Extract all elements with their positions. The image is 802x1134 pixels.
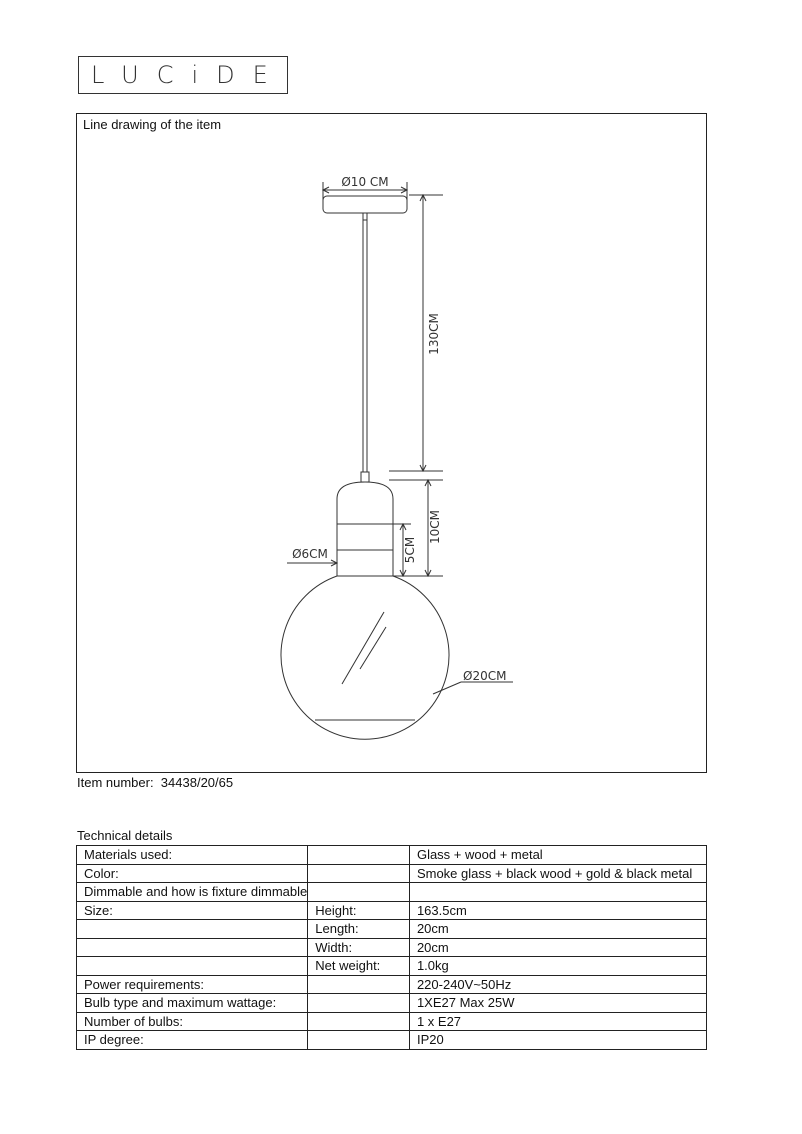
table-row [77, 864, 707, 883]
spec-sublabel [308, 1012, 410, 1031]
table-row [77, 994, 707, 1013]
spec-label [77, 938, 308, 957]
table-row [77, 883, 707, 902]
spec-value: Glass + wood + metal [409, 846, 706, 865]
spec-value: Smoke glass + black wood + gold & black metal [409, 864, 706, 883]
cable-length-label: 130CM [427, 313, 441, 355]
table-row [77, 920, 707, 939]
table-row [77, 1031, 707, 1050]
spec-value: 20cm [409, 938, 706, 957]
spec-value: 1XE27 Max 25W [409, 994, 706, 1013]
spec-value: IP20 [409, 1031, 706, 1050]
spec-label: Color: [77, 864, 308, 883]
spec-sublabel [308, 1031, 410, 1050]
spec-value: 1.0kg [409, 957, 706, 976]
table-row [77, 846, 707, 865]
holder-diameter-label: Ø6CM [292, 547, 328, 561]
spec-sublabel [308, 883, 410, 902]
table-row [77, 1012, 707, 1031]
table-row [77, 957, 707, 976]
spec-sublabel [308, 975, 410, 994]
table-row [77, 975, 707, 994]
canopy-diameter-label: Ø10 CM [341, 175, 389, 189]
brand-logo [78, 56, 288, 94]
globe-diameter-label: Ø20CM [463, 669, 507, 683]
table-row [77, 938, 707, 957]
spec-label [77, 957, 308, 976]
spec-sublabel [308, 846, 410, 865]
spec-sublabel: Length: [308, 920, 410, 939]
technical-details-table [76, 845, 707, 1050]
spec-label: Number of bulbs: [77, 1012, 308, 1031]
glass-reflection [342, 612, 384, 684]
spec-sublabel: Width: [308, 938, 410, 957]
spec-label: Size: [77, 901, 308, 920]
spec-label: Bulb type and maximum wattage: [77, 994, 308, 1013]
spec-label: IP degree: [77, 1031, 308, 1050]
spec-label: Dimmable and how is fixture dimmable [77, 883, 308, 902]
technical-details-heading: Technical details [77, 828, 173, 843]
spec-label: Materials used: [77, 846, 308, 865]
spec-sublabel: Net weight: [308, 957, 410, 976]
spec-sublabel: Height: [308, 901, 410, 920]
spec-value: 20cm [409, 920, 706, 939]
glass-globe [281, 576, 449, 739]
holder-height-label: 10CM [428, 509, 442, 545]
spec-value: 163.5cm [409, 901, 706, 920]
canopy [323, 196, 407, 213]
spec-label [77, 920, 308, 939]
item-number: Item number: 34438/20/65 [77, 775, 234, 790]
spec-value: 220-240V~50Hz [409, 975, 706, 994]
spec-sublabel [308, 864, 410, 883]
logo-text: LUCiDE [91, 61, 286, 89]
pendant-lamp-drawing [77, 114, 708, 774]
spec-value: 1 x E27 [409, 1012, 706, 1031]
holder-section-label: 5CM [403, 536, 417, 564]
drawing-title: Line drawing of the item [83, 117, 222, 132]
line-drawing-panel [76, 113, 707, 773]
lamp-holder [337, 482, 393, 576]
spec-value [409, 883, 706, 902]
globe-diameter-leader [433, 682, 461, 694]
table-row [77, 901, 707, 920]
spec-sublabel [308, 994, 410, 1013]
spec-label: Power requirements: [77, 975, 308, 994]
